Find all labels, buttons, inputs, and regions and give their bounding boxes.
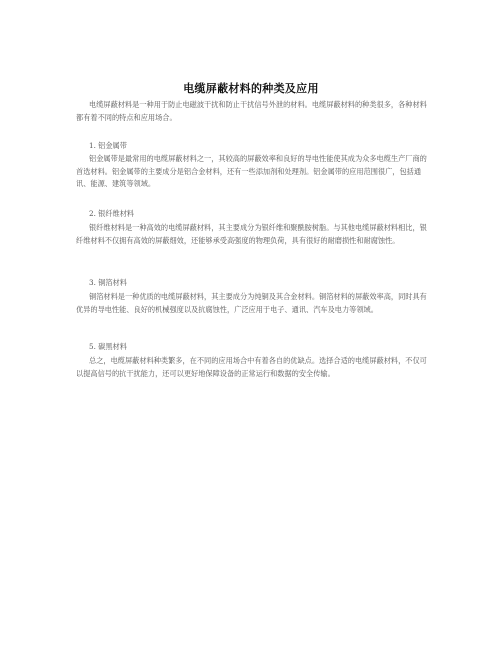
section-heading-aluminum: 1. 铝金属带 (89, 141, 127, 150)
section-body-carbon-black: 总之，电缆屏蔽材料种类繁多，在不同的应用场合中有着各自的优缺点。选择合适的电缆屏蔽材料，不仅可以提高信号的抗干扰能力，还可以更好地保障设备的正常运行和数据的安全传输。 (76, 356, 427, 378)
section-heading-carbon-black: 5. 碳黑材料 (89, 342, 127, 351)
section-body-aluminum: 铝金属带是最常用的电缆屏蔽材料之一，其较高的屏蔽效率和良好的导电性能使其成为众多电缆生产厂商的首选材料。铝金属带的主要成分是铝合金材料，还有一些添加剂和处理剂。铝金属带的应用范围很广，包括通讯、能源、建筑等领域。 (76, 154, 427, 188)
intro-paragraph: 电缆屏蔽材料是一种用于防止电磁波干扰和防止干扰信号外泄的材料。电缆屏蔽材料的种类很多，各种材料都有着不同的特点和应用场合。 (76, 100, 427, 122)
section-heading-silver-fiber: 2. 银纤维材料 (89, 209, 135, 218)
section-heading-copper-foil: 3. 铜箔材料 (89, 278, 127, 287)
document-title: 电缆屏蔽材料的种类及应用 (183, 82, 319, 95)
section-body-copper-foil: 铜箔材料是一种优质的电缆屏蔽材料，其主要成分为纯铜及其合金材料。铜箔材料的屏蔽效率高，同时具有优异的导电性能、良好的机械强度以及抗腐蚀性，广泛应用于电子、通讯、汽车及电力等领域。 (76, 292, 427, 314)
section-body-silver-fiber: 银纤维材料是一种高效的电缆屏蔽材料，其主要成分为银纤维和聚酰胺树脂。与其他电缆屏蔽材料相比，银纤维材料不仅拥有高效的屏蔽细效，还能够承受高强度的物理负荷，具有很好的耐磨损性和耐腐蚀性。 (76, 223, 427, 245)
